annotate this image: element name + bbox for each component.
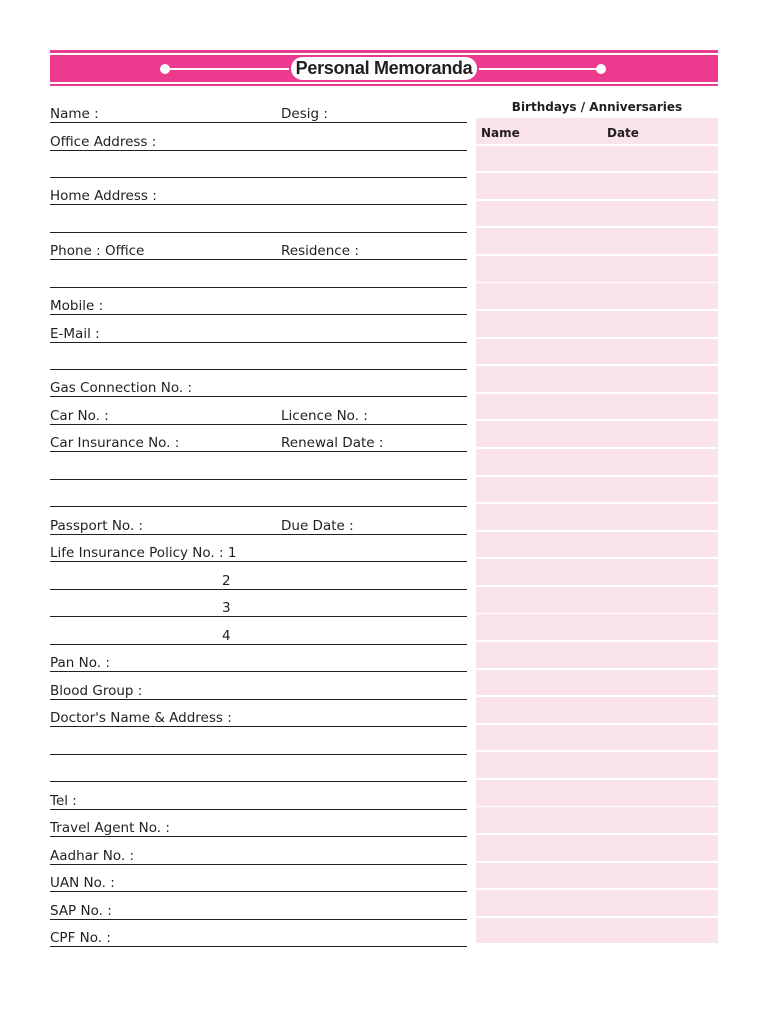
form-line[interactable] (50, 561, 467, 562)
header-left-dot (160, 64, 170, 74)
birthdays-row[interactable] (476, 256, 718, 282)
form-label: Blood Group : (50, 683, 143, 699)
birthdays-row[interactable] (476, 283, 718, 309)
birthdays-row[interactable] (476, 918, 718, 944)
form-line[interactable] (50, 259, 467, 260)
header-bottom-rule (50, 84, 718, 86)
birthdays-row[interactable] (476, 642, 718, 668)
form-line[interactable] (50, 451, 467, 452)
form-line[interactable] (50, 836, 467, 837)
form-label: Car Insurance No. : (50, 435, 180, 451)
birthdays-row[interactable] (476, 807, 718, 833)
form-label: E-Mail : (50, 326, 100, 342)
birthdays-table (476, 118, 718, 945)
birthdays-row[interactable] (476, 587, 718, 613)
birthdays-row[interactable] (476, 614, 718, 640)
form-label: Passport No. : (50, 518, 144, 534)
form-label: CPF No. : (50, 930, 111, 946)
birthdays-row[interactable] (476, 504, 718, 530)
birthdays-row[interactable] (476, 559, 718, 585)
header-right-connector (478, 68, 603, 70)
birthdays-row[interactable] (476, 697, 718, 723)
birthdays-row[interactable] (476, 228, 718, 254)
form-line[interactable] (50, 864, 467, 865)
birthdays-row[interactable] (476, 394, 718, 420)
form-line[interactable] (50, 589, 467, 590)
form-label: Travel Agent No. : (50, 820, 170, 836)
form-line[interactable] (50, 534, 467, 535)
form-line[interactable] (50, 781, 467, 782)
form-label: Tel : (50, 793, 77, 809)
birthdays-row[interactable] (476, 532, 718, 558)
form-label: Pan No. : (50, 655, 110, 671)
form-label: Desig : (281, 106, 328, 122)
birthdays-row[interactable] (476, 725, 718, 751)
form-line[interactable] (50, 506, 467, 507)
page-title: Personal Memoranda (289, 55, 479, 82)
form-label: Mobile : (50, 298, 104, 314)
birthdays-title: Birthdays / Anniversaries (511, 100, 683, 114)
header-right-dot (596, 64, 606, 74)
form-line[interactable] (50, 919, 467, 920)
birthdays-row[interactable] (476, 146, 718, 172)
birthdays-row[interactable] (476, 449, 718, 475)
form-line[interactable] (50, 232, 467, 233)
form-label: Gas Connection No. : (50, 380, 192, 396)
form-line[interactable] (50, 644, 467, 645)
form-line[interactable] (50, 754, 467, 755)
form-label: Doctor's Name & Address : (50, 710, 232, 726)
form-label: 2 (222, 573, 231, 589)
header-left-connector (165, 68, 290, 70)
page-header (50, 50, 718, 86)
form-line[interactable] (50, 616, 467, 617)
birthdays-row[interactable] (476, 201, 718, 227)
form-label: Renewal Date : (281, 435, 384, 451)
form-line[interactable] (50, 342, 467, 343)
form-label: Licence No. : (281, 408, 368, 424)
form-label: SAP No. : (50, 903, 112, 919)
form-line[interactable] (50, 726, 467, 727)
form-line[interactable] (50, 424, 467, 425)
form-label: Aadhar No. : (50, 848, 134, 864)
form-label: 4 (222, 628, 231, 644)
form-line[interactable] (50, 177, 467, 178)
birthdays-row[interactable] (476, 890, 718, 916)
form-line[interactable] (50, 699, 467, 700)
form-line[interactable] (50, 204, 467, 205)
form-line[interactable] (50, 809, 467, 810)
form-line[interactable] (50, 671, 467, 672)
form-line[interactable] (50, 891, 467, 892)
form-label: 3 (222, 600, 231, 616)
form-label: Phone : Office (50, 243, 145, 259)
form-line[interactable] (50, 314, 467, 315)
birthdays-row[interactable] (476, 173, 718, 199)
form-label: Residence : (281, 243, 359, 259)
birthdays-row[interactable] (476, 835, 718, 861)
header-top-rule (50, 50, 718, 53)
birthdays-col-name: Name (481, 126, 520, 140)
form-label: Due Date : (281, 518, 354, 534)
form-line[interactable] (50, 946, 467, 947)
form-label: Name : (50, 106, 99, 122)
form-line[interactable] (50, 122, 467, 123)
birthdays-row[interactable] (476, 366, 718, 392)
form-label: Life Insurance Policy No. : 1 (50, 545, 237, 561)
form-line[interactable] (50, 150, 467, 151)
birthdays-row[interactable] (476, 311, 718, 337)
form-line[interactable] (50, 396, 467, 397)
birthdays-row[interactable] (476, 780, 718, 806)
form-line[interactable] (50, 369, 467, 370)
form-label: Car No. : (50, 408, 109, 424)
form-label: Office Address : (50, 134, 157, 150)
birthdays-row[interactable] (476, 421, 718, 447)
form-label: UAN No. : (50, 875, 115, 891)
birthdays-row[interactable] (476, 670, 718, 696)
birthdays-row[interactable] (476, 477, 718, 503)
form-line[interactable] (50, 287, 467, 288)
birthdays-header-row (476, 118, 718, 144)
form-label: Home Address : (50, 188, 157, 204)
birthdays-row[interactable] (476, 752, 718, 778)
birthdays-col-date: Date (607, 126, 639, 140)
birthdays-row[interactable] (476, 339, 718, 365)
form-line[interactable] (50, 479, 467, 480)
birthdays-row[interactable] (476, 863, 718, 889)
